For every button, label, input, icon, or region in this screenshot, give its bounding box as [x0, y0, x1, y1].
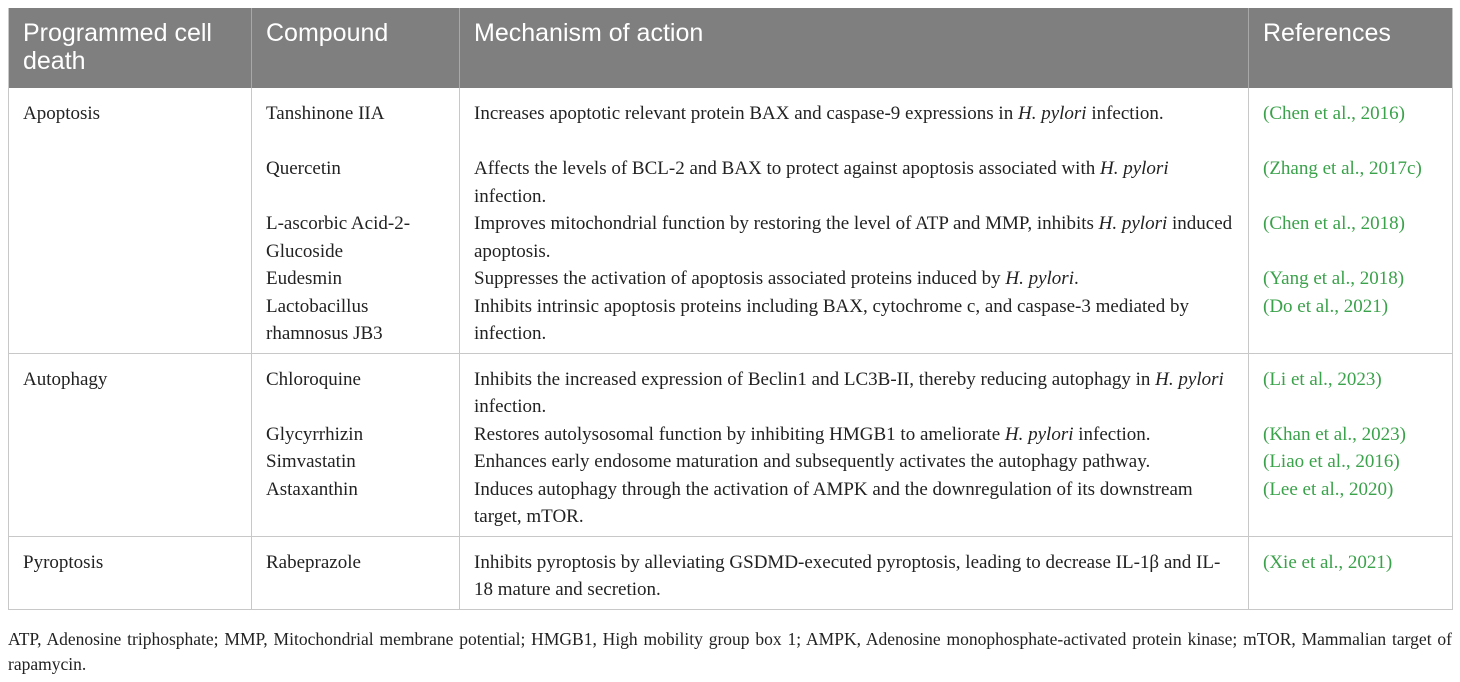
table-row: [9, 353, 1453, 536]
cell-reference-column: [1249, 88, 1453, 353]
cell-mechanism: Inhibits pyroptosis by alleviating GSDMD-executed pyroptosis, leading to decrease IL-1β and IL-18 mature and secretion.: [474, 551, 1221, 600]
cell-reference[interactable]: (Li et al., 2023): [1263, 368, 1382, 390]
cell-reference[interactable]: (Chen et al., 2018): [1263, 213, 1405, 234]
cell-compound-column: [252, 88, 460, 353]
cell-programmed-cell-death: Pyroptosis: [9, 536, 252, 609]
cell-mechanism: Induces autophagy through the activation of AMPK and the downregulation of its downstream target, mTOR.: [474, 478, 1193, 527]
data-table-container: [8, 8, 1452, 610]
cell-programmed-cell-death: Apoptosis: [9, 88, 252, 353]
cell-compound-column: [252, 536, 460, 609]
cell-compound: L-ascorbic Acid-2-Glucoside: [266, 213, 411, 262]
header-mechanism: Mechanism of action: [460, 8, 1249, 88]
cell-mechanism: Affects the levels of BCL-2 and BAX to protect against apoptosis associated with H. pylori infection.: [474, 158, 1169, 207]
cell-mechanism: Improves mitochondrial function by restoring the level of ATP and MMP, inhibits H. pylori induced apoptosis.: [474, 213, 1233, 262]
cell-mechanism-column: [460, 353, 1249, 536]
cell-compound-column: [252, 353, 460, 536]
header-references: References: [1249, 8, 1453, 88]
cell-mechanism: Restores autolysosomal function by inhibiting HMGB1 to ameliorate H. pylori infection.: [474, 423, 1151, 445]
cell-reference[interactable]: (Xie et al., 2021): [1263, 551, 1393, 573]
cell-reference[interactable]: (Yang et al., 2018): [1263, 268, 1405, 289]
cell-compound: Astaxanthin: [266, 478, 358, 500]
cell-reference[interactable]: (Zhang et al., 2017c): [1263, 158, 1422, 179]
cell-compound: Eudesmin: [266, 268, 342, 289]
cell-reference[interactable]: (Liao et al., 2016): [1263, 451, 1400, 472]
cell-compound: Rabeprazole: [266, 551, 361, 573]
cell-reference-column: [1249, 536, 1453, 609]
cell-compound: Lactobacillus rhamnosus JB3: [266, 295, 383, 344]
cell-mechanism: Enhances early endosome maturation and subsequently activates the autophagy pathway.: [474, 451, 1151, 472]
pcd-compounds-table: [8, 8, 1453, 610]
cell-mechanism-column: [460, 536, 1249, 609]
cell-reference[interactable]: (Chen et al., 2016): [1263, 103, 1405, 124]
cell-reference[interactable]: (Lee et al., 2020): [1263, 478, 1394, 500]
cell-compound: Quercetin: [266, 158, 341, 179]
table-footnote: ATP, Adenosine triphosphate; MMP, Mitochondrial membrane potential; HMGB1, High mobility group box 1; AMPK, Adenosine monophosphate-activated protein kinase; mTOR, Mammalian target of rapamycin.: [8, 629, 1452, 674]
cell-mechanism: Suppresses the activation of apoptosis associated proteins induced by H. pylori.: [474, 268, 1079, 289]
cell-reference[interactable]: (Khan et al., 2023): [1263, 423, 1406, 445]
cell-compound: Chloroquine: [266, 368, 361, 390]
cell-mechanism: Increases apoptotic relevant protein BAX and caspase-9 expressions in H. pylori infection.: [474, 103, 1164, 124]
table-body: [9, 88, 1453, 609]
cell-reference-column: [1249, 353, 1453, 536]
cell-compound: Tanshinone IIA: [266, 103, 385, 124]
table-row: [9, 88, 1453, 353]
cell-programmed-cell-death: Autophagy: [9, 353, 252, 536]
cell-compound: Simvastatin: [266, 451, 356, 472]
cell-mechanism: Inhibits the increased expression of Beclin1 and LC3B-II, thereby reducing autophagy in H. pylori infection.: [474, 368, 1224, 417]
cell-mechanism: Inhibits intrinsic apoptosis proteins including BAX, cytochrome c, and caspase-3 mediated by infection.: [474, 295, 1189, 344]
header-programmed-cell-death: Programmed cell death: [9, 8, 252, 88]
header-compound: Compound: [252, 8, 460, 88]
table-header-row: [9, 8, 1453, 88]
table-row: [9, 536, 1453, 609]
cell-compound: Glycyrrhizin: [266, 423, 364, 445]
cell-reference[interactable]: (Do et al., 2021): [1263, 295, 1389, 317]
cell-mechanism-column: [460, 88, 1249, 353]
